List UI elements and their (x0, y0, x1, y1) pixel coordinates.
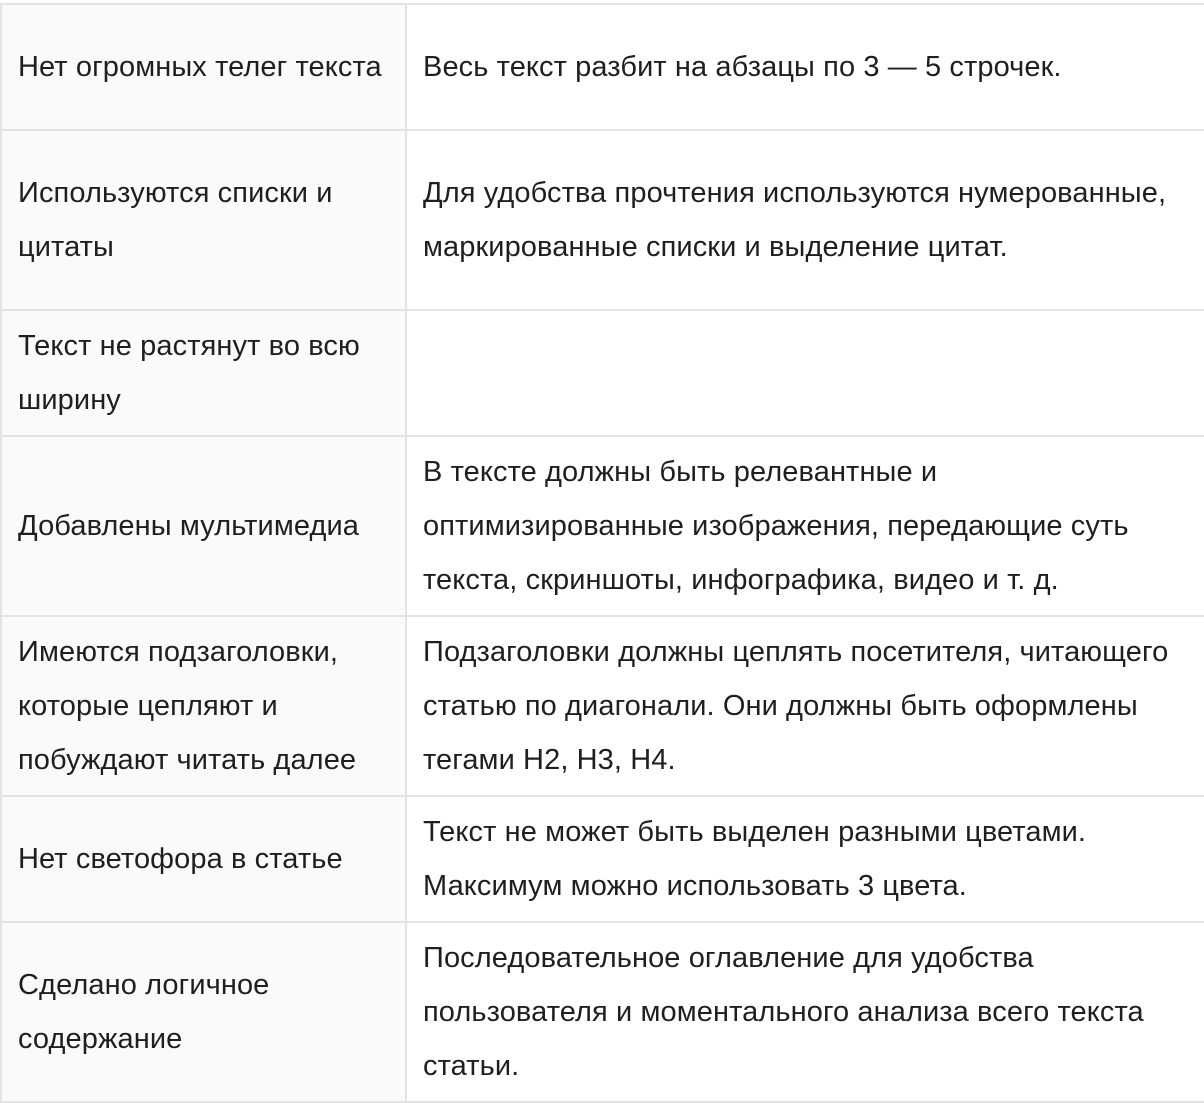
criterion-cell: Текст не растянут во всю ширину (1, 310, 406, 436)
table-row (1, 922, 1204, 1102)
criterion-cell: Нет огромных телег текста (1, 4, 406, 130)
description-cell: Текст не может быть выделен разными цветами. Максимум можно использовать 3 цвета. (406, 796, 1204, 922)
table-row (1, 436, 1204, 616)
description-cell: Весь текст разбит на абзацы по 3 — 5 строчек. (406, 4, 1204, 130)
table-row (1, 130, 1204, 310)
description-cell: В тексте должны быть релевантные и оптимизированные изображения, передающие суть текста, скриншоты, инфографика, видео и т. д. (406, 436, 1204, 616)
criterion-cell: Имеются подзаголовки, которые цепляют и побуждают читать далее (1, 616, 406, 796)
table-row (1, 310, 1204, 436)
table-row (1, 616, 1204, 796)
table-row (1, 4, 1204, 130)
criterion-cell: Добавлены мультимедиа (1, 436, 406, 616)
description-cell (406, 310, 1204, 436)
table-row (1, 796, 1204, 922)
checklist-table (0, 3, 1204, 1103)
description-cell: Подзаголовки должны цеплять посетителя, читающего статью по диагонали. Они должны быть оформлены тегами H2, H3, H4. (406, 616, 1204, 796)
criterion-cell: Используются списки и цитаты (1, 130, 406, 310)
description-cell: Для удобства прочтения используются нумерованные, маркированные списки и выделение цитат. (406, 130, 1204, 310)
criterion-cell: Сделано логичное содержание (1, 922, 406, 1102)
description-cell: Последовательное оглавление для удобства пользователя и моментального анализа всего текста статьи. (406, 922, 1204, 1102)
criterion-cell: Нет светофора в статье (1, 796, 406, 922)
